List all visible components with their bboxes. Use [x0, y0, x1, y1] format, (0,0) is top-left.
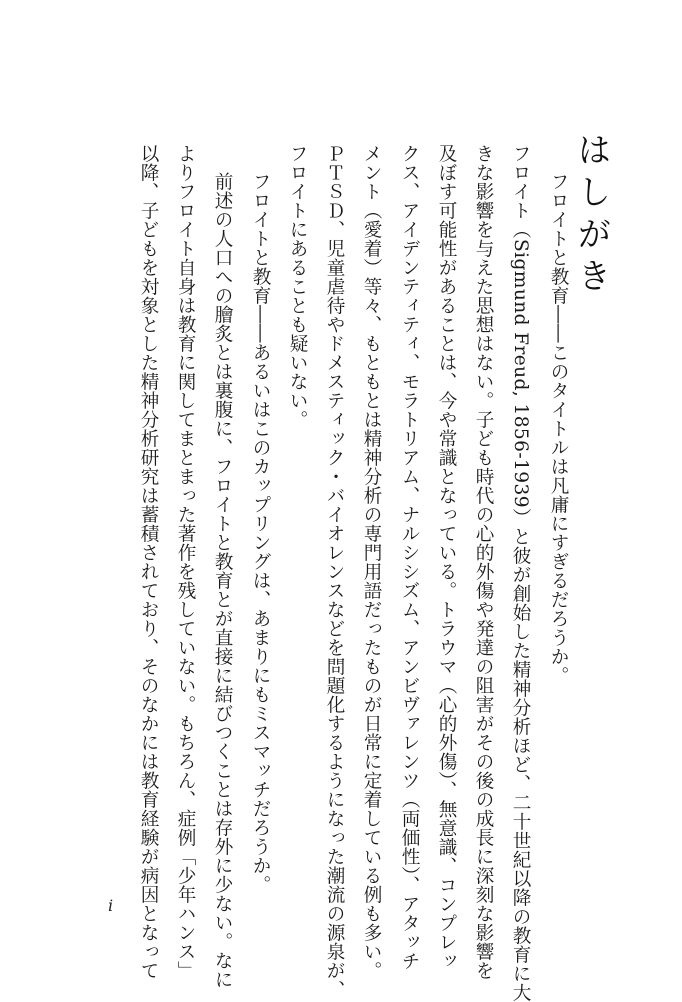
text-line-3: きな影響を与えた思想はない。子ども時代の心的外傷や発達の阻害がその後の成長に深刻な影響を [473, 144, 494, 980]
text-line-1: フロイトと教育――このタイトルは凡庸にすぎるだろうか。 [548, 172, 569, 685]
page-number: i [108, 896, 114, 915]
text-line-2: フロイト（Sigmund Freud, 1856-1939）と彼が創始した精神分析ほど、二十世紀以降の教育に大 [510, 144, 531, 1002]
text-line-12: 以降、子どもを対象とした精神分析研究は蓄積されており、そのなかには教育経験が病因となって [138, 144, 159, 980]
text-line-4: 及ぼす可能性があることは、今や常識となっている。トラウマ（心的外傷）、無意識、コンプレッ [436, 144, 457, 971]
text-line-5: クス、アイデンティティ、モラトリアム、ナルシシズム、アンビヴァレンツ（両価性）、アタッチ [399, 144, 420, 971]
text-line-10: 前述の人口への膾炙とは裏腹に、フロイトと教育とが直接に結びつくことは存外に少ない。なに [212, 172, 233, 989]
text-line-6: メント（愛着）等々、もともとは精神分析の専門用語だったものが日常に定着している例も多い。 [361, 144, 382, 980]
text-line-9: フロイトと教育――あるいはこのカップリングは、あまりにもミスマッチだろうか。 [250, 172, 271, 894]
text-line-7: ＰＴＳＤ、児童虐待やドメスティック・バイオレンスなどを問題化するようになった潮流の源泉が、 [324, 144, 345, 999]
text-line-11: よりフロイト自身は教育に関してまとまった著作を残していない。もちろん、症例「少年ハンス」 [175, 144, 196, 980]
text-line-8: フロイトにあることも疑いない。 [287, 144, 308, 429]
page-title: はしがき [571, 132, 611, 300]
